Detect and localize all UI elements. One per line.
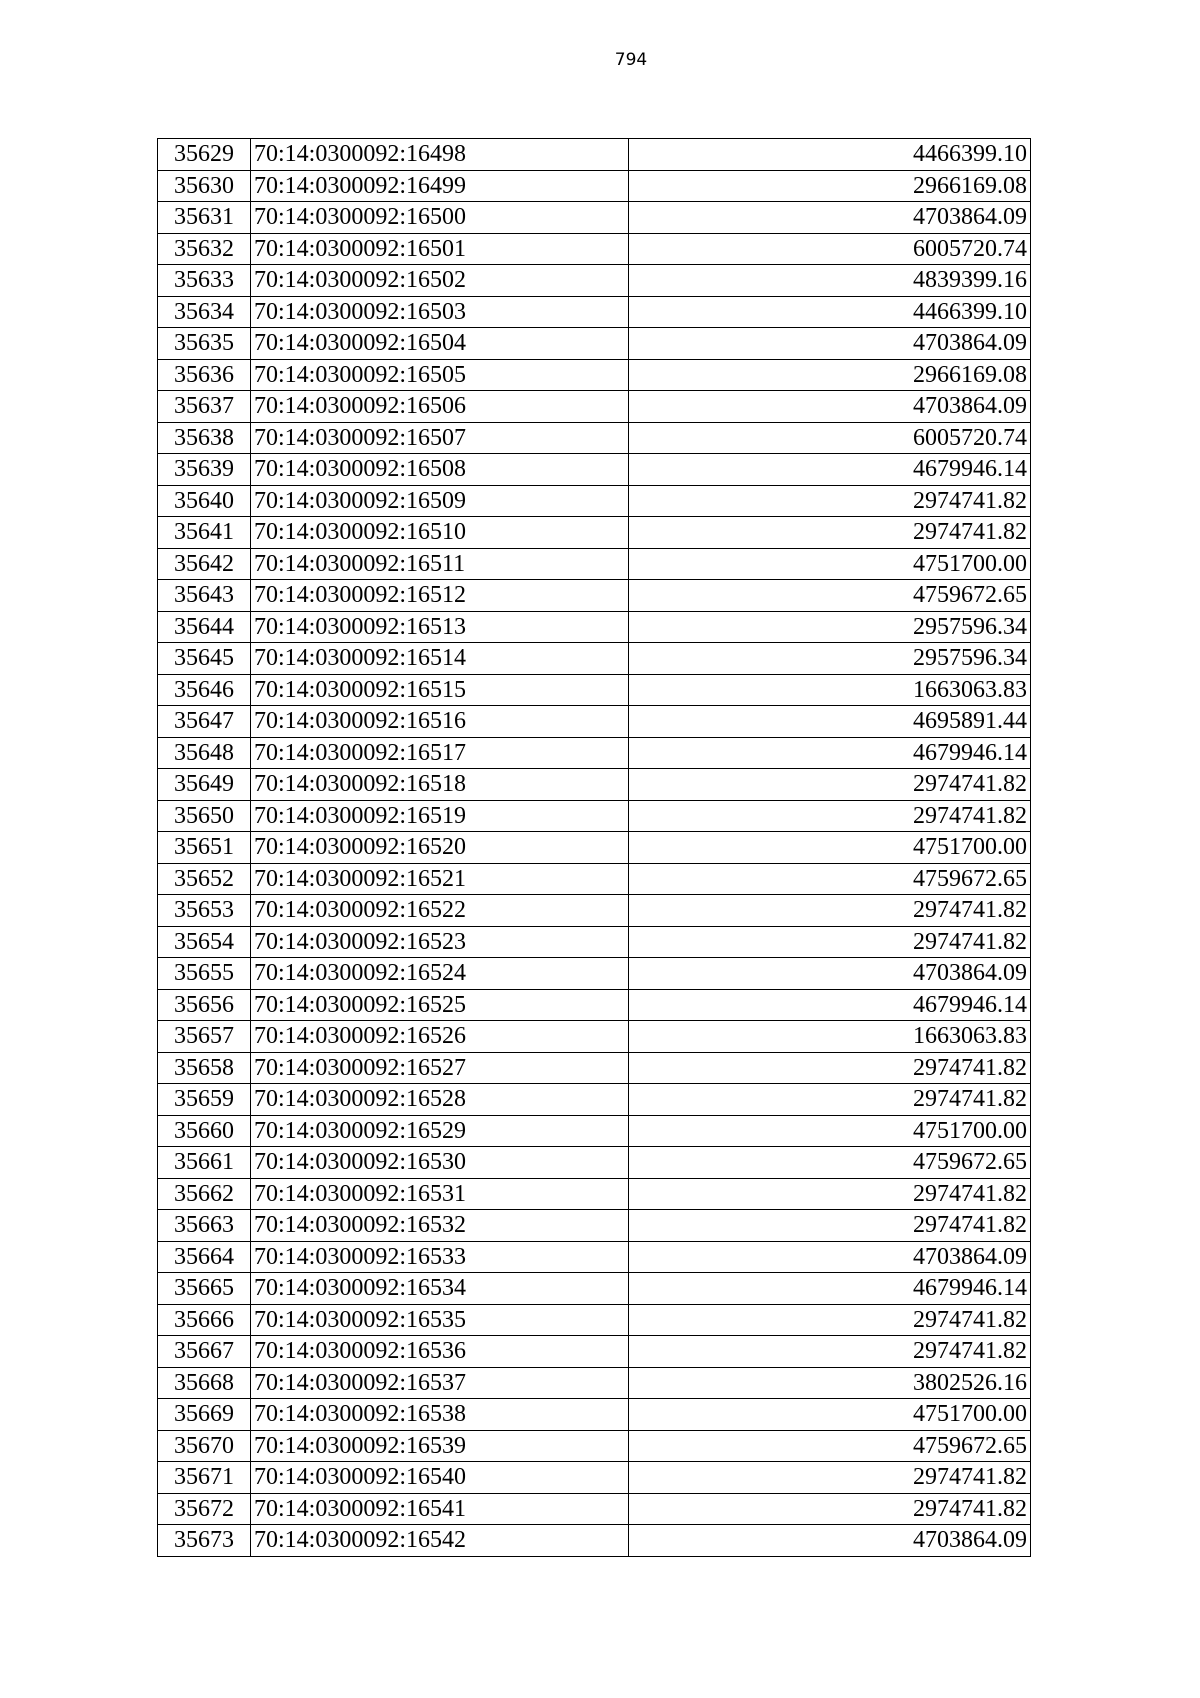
table-row bbox=[158, 1115, 1031, 1147]
cadastral-value-cell: 4679946.14 bbox=[629, 454, 1031, 486]
table-row bbox=[158, 832, 1031, 864]
cadastral-value-cell: 4751700.00 bbox=[629, 548, 1031, 580]
cadastral-value-cell: 2974741.82 bbox=[629, 1052, 1031, 1084]
cadastral-value-cell: 4703864.09 bbox=[629, 958, 1031, 990]
cadastral-number-cell: 70:14:0300092:16522 bbox=[251, 895, 629, 927]
table-row bbox=[158, 1147, 1031, 1179]
cadastral-number-cell: 70:14:0300092:16530 bbox=[251, 1147, 629, 1179]
cadastral-value-cell: 2974741.82 bbox=[629, 1493, 1031, 1525]
cadastral-value-cell: 4703864.09 bbox=[629, 202, 1031, 234]
row-number-cell: 35637 bbox=[158, 391, 251, 423]
row-number-cell: 35644 bbox=[158, 611, 251, 643]
cadastral-number-cell: 70:14:0300092:16508 bbox=[251, 454, 629, 486]
table-row bbox=[158, 1084, 1031, 1116]
row-number-cell: 35629 bbox=[158, 139, 251, 171]
cadastral-value-cell: 2974741.82 bbox=[629, 1178, 1031, 1210]
row-number-cell: 35632 bbox=[158, 233, 251, 265]
table-row bbox=[158, 800, 1031, 832]
cadastral-value-cell: 1663063.83 bbox=[629, 1021, 1031, 1053]
table-row bbox=[158, 265, 1031, 297]
cadastral-number-cell: 70:14:0300092:16518 bbox=[251, 769, 629, 801]
table-row bbox=[158, 1462, 1031, 1494]
cadastral-value-cell: 2974741.82 bbox=[629, 1336, 1031, 1368]
cadastral-value-cell: 4703864.09 bbox=[629, 328, 1031, 360]
cadastral-value-cell: 4703864.09 bbox=[629, 1525, 1031, 1557]
table-row bbox=[158, 1367, 1031, 1399]
row-number-cell: 35666 bbox=[158, 1304, 251, 1336]
row-number-cell: 35664 bbox=[158, 1241, 251, 1273]
row-number-cell: 35651 bbox=[158, 832, 251, 864]
table-row bbox=[158, 391, 1031, 423]
cadastral-value-cell: 3802526.16 bbox=[629, 1367, 1031, 1399]
cadastral-value-cell: 2974741.82 bbox=[629, 1210, 1031, 1242]
row-number-cell: 35631 bbox=[158, 202, 251, 234]
table-row bbox=[158, 359, 1031, 391]
cadastral-value-cell: 2974741.82 bbox=[629, 485, 1031, 517]
table-row bbox=[158, 1304, 1031, 1336]
row-number-cell: 35652 bbox=[158, 863, 251, 895]
row-number-cell: 35649 bbox=[158, 769, 251, 801]
table-row bbox=[158, 296, 1031, 328]
row-number-cell: 35634 bbox=[158, 296, 251, 328]
table-row bbox=[158, 926, 1031, 958]
cadastral-number-cell: 70:14:0300092:16504 bbox=[251, 328, 629, 360]
row-number-cell: 35650 bbox=[158, 800, 251, 832]
cadastral-value-cell: 4466399.10 bbox=[629, 296, 1031, 328]
row-number-cell: 35639 bbox=[158, 454, 251, 486]
cadastral-value-cell: 4695891.44 bbox=[629, 706, 1031, 738]
table-row bbox=[158, 1178, 1031, 1210]
cadastral-value-cell: 2974741.82 bbox=[629, 517, 1031, 549]
cadastral-value-cell: 1663063.83 bbox=[629, 674, 1031, 706]
table-row bbox=[158, 769, 1031, 801]
cadastral-value-cell: 4679946.14 bbox=[629, 989, 1031, 1021]
table-row bbox=[158, 517, 1031, 549]
cadastral-number-cell: 70:14:0300092:16506 bbox=[251, 391, 629, 423]
cadastral-number-cell: 70:14:0300092:16507 bbox=[251, 422, 629, 454]
row-number-cell: 35655 bbox=[158, 958, 251, 990]
cadastral-number-cell: 70:14:0300092:16517 bbox=[251, 737, 629, 769]
cadastral-number-cell: 70:14:0300092:16498 bbox=[251, 139, 629, 171]
table-row bbox=[158, 1273, 1031, 1305]
cadastral-number-cell: 70:14:0300092:16503 bbox=[251, 296, 629, 328]
cadastral-value-cell: 4679946.14 bbox=[629, 737, 1031, 769]
cadastral-number-cell: 70:14:0300092:16527 bbox=[251, 1052, 629, 1084]
cadastral-number-cell: 70:14:0300092:16502 bbox=[251, 265, 629, 297]
cadastral-value-table bbox=[157, 138, 1031, 1557]
table-row bbox=[158, 422, 1031, 454]
table-row bbox=[158, 737, 1031, 769]
row-number-cell: 35668 bbox=[158, 1367, 251, 1399]
table-row bbox=[158, 863, 1031, 895]
row-number-cell: 35657 bbox=[158, 1021, 251, 1053]
row-number-cell: 35673 bbox=[158, 1525, 251, 1557]
row-number-cell: 35671 bbox=[158, 1462, 251, 1494]
cadastral-number-cell: 70:14:0300092:16525 bbox=[251, 989, 629, 1021]
table-row bbox=[158, 895, 1031, 927]
cadastral-number-cell: 70:14:0300092:16505 bbox=[251, 359, 629, 391]
table-row bbox=[158, 1241, 1031, 1273]
cadastral-number-cell: 70:14:0300092:16509 bbox=[251, 485, 629, 517]
row-number-cell: 35661 bbox=[158, 1147, 251, 1179]
table-row bbox=[158, 1052, 1031, 1084]
table-row bbox=[158, 1210, 1031, 1242]
row-number-cell: 35647 bbox=[158, 706, 251, 738]
cadastral-value-cell: 4751700.00 bbox=[629, 1399, 1031, 1431]
cadastral-value-cell: 2974741.82 bbox=[629, 800, 1031, 832]
table-row bbox=[158, 548, 1031, 580]
cadastral-value-cell: 2974741.82 bbox=[629, 1304, 1031, 1336]
row-number-cell: 35643 bbox=[158, 580, 251, 612]
cadastral-number-cell: 70:14:0300092:16500 bbox=[251, 202, 629, 234]
cadastral-number-cell: 70:14:0300092:16535 bbox=[251, 1304, 629, 1336]
cadastral-value-cell: 2966169.08 bbox=[629, 359, 1031, 391]
table-row bbox=[158, 1021, 1031, 1053]
row-number-cell: 35653 bbox=[158, 895, 251, 927]
row-number-cell: 35662 bbox=[158, 1178, 251, 1210]
row-number-cell: 35640 bbox=[158, 485, 251, 517]
cadastral-number-cell: 70:14:0300092:16528 bbox=[251, 1084, 629, 1116]
row-number-cell: 35667 bbox=[158, 1336, 251, 1368]
row-number-cell: 35665 bbox=[158, 1273, 251, 1305]
table-row bbox=[158, 233, 1031, 265]
cadastral-number-cell: 70:14:0300092:16516 bbox=[251, 706, 629, 738]
table-row bbox=[158, 580, 1031, 612]
row-number-cell: 35654 bbox=[158, 926, 251, 958]
cadastral-number-cell: 70:14:0300092:16523 bbox=[251, 926, 629, 958]
cadastral-number-cell: 70:14:0300092:16513 bbox=[251, 611, 629, 643]
table-row bbox=[158, 674, 1031, 706]
cadastral-value-cell: 4759672.65 bbox=[629, 580, 1031, 612]
row-number-cell: 35672 bbox=[158, 1493, 251, 1525]
cadastral-value-cell: 4466399.10 bbox=[629, 139, 1031, 171]
cadastral-number-cell: 70:14:0300092:16520 bbox=[251, 832, 629, 864]
cadastral-value-cell: 4759672.65 bbox=[629, 1147, 1031, 1179]
cadastral-value-cell: 4751700.00 bbox=[629, 1115, 1031, 1147]
cadastral-number-cell: 70:14:0300092:16531 bbox=[251, 1178, 629, 1210]
cadastral-value-cell: 2974741.82 bbox=[629, 1084, 1031, 1116]
cadastral-number-cell: 70:14:0300092:16512 bbox=[251, 580, 629, 612]
cadastral-value-cell: 4703864.09 bbox=[629, 1241, 1031, 1273]
row-number-cell: 35669 bbox=[158, 1399, 251, 1431]
row-number-cell: 35646 bbox=[158, 674, 251, 706]
table-row bbox=[158, 958, 1031, 990]
cadastral-number-cell: 70:14:0300092:16514 bbox=[251, 643, 629, 675]
table-row bbox=[158, 1430, 1031, 1462]
cadastral-number-cell: 70:14:0300092:16499 bbox=[251, 170, 629, 202]
cadastral-number-cell: 70:14:0300092:16532 bbox=[251, 1210, 629, 1242]
table-row bbox=[158, 170, 1031, 202]
row-number-cell: 35636 bbox=[158, 359, 251, 391]
cadastral-number-cell: 70:14:0300092:16521 bbox=[251, 863, 629, 895]
cadastral-number-cell: 70:14:0300092:16542 bbox=[251, 1525, 629, 1557]
cadastral-number-cell: 70:14:0300092:16537 bbox=[251, 1367, 629, 1399]
cadastral-value-cell: 4751700.00 bbox=[629, 832, 1031, 864]
row-number-cell: 35630 bbox=[158, 170, 251, 202]
row-number-cell: 35642 bbox=[158, 548, 251, 580]
cadastral-number-cell: 70:14:0300092:16519 bbox=[251, 800, 629, 832]
cadastral-number-cell: 70:14:0300092:16501 bbox=[251, 233, 629, 265]
row-number-cell: 35663 bbox=[158, 1210, 251, 1242]
row-number-cell: 35659 bbox=[158, 1084, 251, 1116]
cadastral-number-cell: 70:14:0300092:16526 bbox=[251, 1021, 629, 1053]
cadastral-number-cell: 70:14:0300092:16510 bbox=[251, 517, 629, 549]
cadastral-value-cell: 2957596.34 bbox=[629, 643, 1031, 675]
cadastral-value-cell: 6005720.74 bbox=[629, 422, 1031, 454]
cadastral-number-cell: 70:14:0300092:16534 bbox=[251, 1273, 629, 1305]
row-number-cell: 35645 bbox=[158, 643, 251, 675]
row-number-cell: 35658 bbox=[158, 1052, 251, 1084]
table-row bbox=[158, 139, 1031, 171]
row-number-cell: 35648 bbox=[158, 737, 251, 769]
table-row bbox=[158, 202, 1031, 234]
row-number-cell: 35660 bbox=[158, 1115, 251, 1147]
cadastral-value-cell: 2957596.34 bbox=[629, 611, 1031, 643]
table-row bbox=[158, 1525, 1031, 1557]
table-row bbox=[158, 485, 1031, 517]
cadastral-value-cell: 2974741.82 bbox=[629, 1462, 1031, 1494]
cadastral-value-cell: 4703864.09 bbox=[629, 391, 1031, 423]
cadastral-value-cell: 2974741.82 bbox=[629, 926, 1031, 958]
cadastral-number-cell: 70:14:0300092:16515 bbox=[251, 674, 629, 706]
table-row bbox=[158, 328, 1031, 360]
cadastral-number-cell: 70:14:0300092:16524 bbox=[251, 958, 629, 990]
cadastral-value-cell: 4839399.16 bbox=[629, 265, 1031, 297]
cadastral-value-cell: 4759672.65 bbox=[629, 863, 1031, 895]
table-row bbox=[158, 1399, 1031, 1431]
cadastral-number-cell: 70:14:0300092:16541 bbox=[251, 1493, 629, 1525]
cadastral-number-cell: 70:14:0300092:16538 bbox=[251, 1399, 629, 1431]
cadastral-value-cell: 2974741.82 bbox=[629, 769, 1031, 801]
row-number-cell: 35670 bbox=[158, 1430, 251, 1462]
row-number-cell: 35633 bbox=[158, 265, 251, 297]
row-number-cell: 35635 bbox=[158, 328, 251, 360]
table-row bbox=[158, 611, 1031, 643]
cadastral-number-cell: 70:14:0300092:16529 bbox=[251, 1115, 629, 1147]
row-number-cell: 35641 bbox=[158, 517, 251, 549]
cadastral-number-cell: 70:14:0300092:16539 bbox=[251, 1430, 629, 1462]
cadastral-value-cell: 6005720.74 bbox=[629, 233, 1031, 265]
table-row bbox=[158, 706, 1031, 738]
cadastral-value-cell: 4759672.65 bbox=[629, 1430, 1031, 1462]
table-row bbox=[158, 454, 1031, 486]
row-number-cell: 35656 bbox=[158, 989, 251, 1021]
cadastral-number-cell: 70:14:0300092:16540 bbox=[251, 1462, 629, 1494]
row-number-cell: 35638 bbox=[158, 422, 251, 454]
cadastral-value-cell: 2966169.08 bbox=[629, 170, 1031, 202]
table-body bbox=[158, 139, 1031, 1557]
table-row bbox=[158, 643, 1031, 675]
table-row bbox=[158, 1493, 1031, 1525]
cadastral-number-cell: 70:14:0300092:16536 bbox=[251, 1336, 629, 1368]
table-row bbox=[158, 989, 1031, 1021]
table-row bbox=[158, 1336, 1031, 1368]
page-number: 794 bbox=[614, 50, 648, 70]
cadastral-number-cell: 70:14:0300092:16533 bbox=[251, 1241, 629, 1273]
cadastral-number-cell: 70:14:0300092:16511 bbox=[251, 548, 629, 580]
cadastral-value-cell: 2974741.82 bbox=[629, 895, 1031, 927]
cadastral-value-cell: 4679946.14 bbox=[629, 1273, 1031, 1305]
